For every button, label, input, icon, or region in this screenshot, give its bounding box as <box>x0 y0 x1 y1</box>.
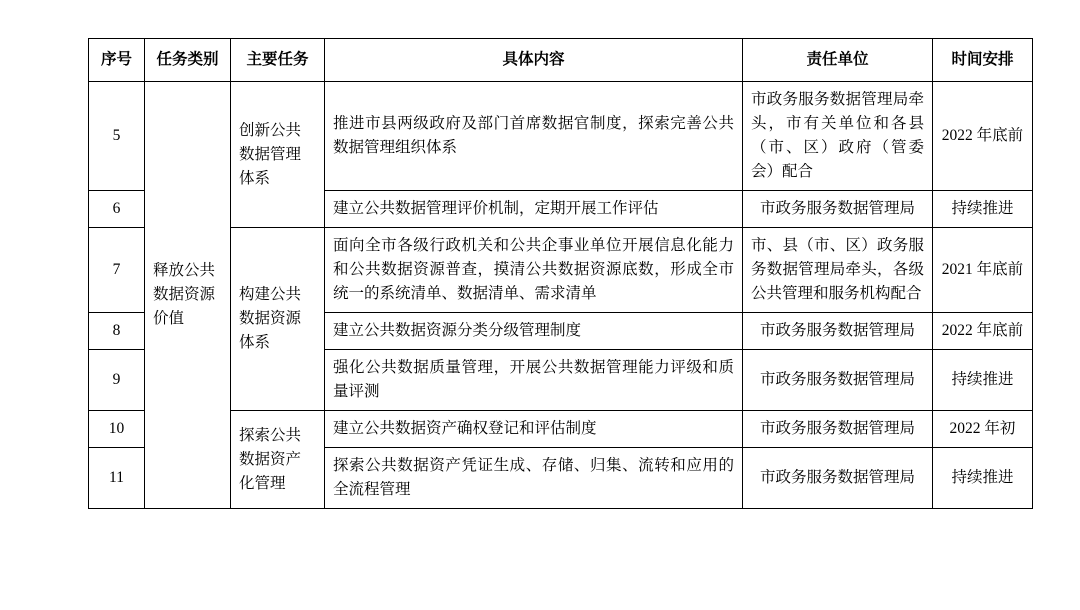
table-row <box>89 228 1033 313</box>
cell-detail: 探索公共数据资产凭证生成、存储、归集、流转和应用的全流程管理 <box>325 448 743 509</box>
cell-seq: 10 <box>89 411 145 448</box>
cell-seq: 7 <box>89 228 145 313</box>
cell-detail: 建立公共数据管理评价机制，定期开展工作评估 <box>325 191 743 228</box>
cell-detail: 建立公共数据资源分类分级管理制度 <box>325 313 743 350</box>
cell-time: 2022 年底前 <box>933 82 1033 191</box>
cell-unit: 市政务服务数据管理局 <box>743 350 933 411</box>
cell-seq: 6 <box>89 191 145 228</box>
cell-unit: 市政务服务数据管理局 <box>743 313 933 350</box>
cell-seq: 8 <box>89 313 145 350</box>
cell-unit: 市政务服务数据管理局牵头，市有关单位和各县（市、区）政府（管委会）配合 <box>743 82 933 191</box>
cell-time: 持续推进 <box>933 350 1033 411</box>
cell-task: 探索公共数据资产化管理 <box>231 411 325 509</box>
cell-seq: 9 <box>89 350 145 411</box>
cell-unit: 市政务服务数据管理局 <box>743 191 933 228</box>
header-task: 主要任务 <box>231 39 325 82</box>
header-time: 时间安排 <box>933 39 1033 82</box>
cell-unit: 市政务服务数据管理局 <box>743 448 933 509</box>
cell-unit: 市、县（市、区）政务服务数据管理局牵头，各级公共管理和服务机构配合 <box>743 228 933 313</box>
cell-time: 2022 年初 <box>933 411 1033 448</box>
cell-time: 2021 年底前 <box>933 228 1033 313</box>
cell-detail: 推进市县两级政府及部门首席数据官制度，探索完善公共数据管理组织体系 <box>325 82 743 191</box>
cell-time: 持续推进 <box>933 191 1033 228</box>
header-seq: 序号 <box>89 39 145 82</box>
cell-task: 构建公共数据资源体系 <box>231 228 325 411</box>
cell-detail: 建立公共数据资产确权登记和评估制度 <box>325 411 743 448</box>
table-header-row <box>89 39 1033 82</box>
cell-category: 释放公共数据资源价值 <box>145 82 231 509</box>
cell-seq: 11 <box>89 448 145 509</box>
header-detail: 具体内容 <box>325 39 743 82</box>
cell-detail: 面向全市各级行政机关和公共企事业单位开展信息化能力和公共数据资源普查，摸清公共数据资源底数，形成全市统一的系统清单、数据清单、需求清单 <box>325 228 743 313</box>
cell-task: 创新公共数据管理体系 <box>231 82 325 228</box>
header-unit: 责任单位 <box>743 39 933 82</box>
cell-time: 持续推进 <box>933 448 1033 509</box>
cell-seq: 5 <box>89 82 145 191</box>
cell-detail: 强化公共数据质量管理，开展公共数据管理能力评级和质量评测 <box>325 350 743 411</box>
header-category: 任务类别 <box>145 39 231 82</box>
table-row <box>89 411 1033 448</box>
cell-time: 2022 年底前 <box>933 313 1033 350</box>
task-table <box>88 38 1033 509</box>
cell-unit: 市政务服务数据管理局 <box>743 411 933 448</box>
table-row <box>89 82 1033 191</box>
